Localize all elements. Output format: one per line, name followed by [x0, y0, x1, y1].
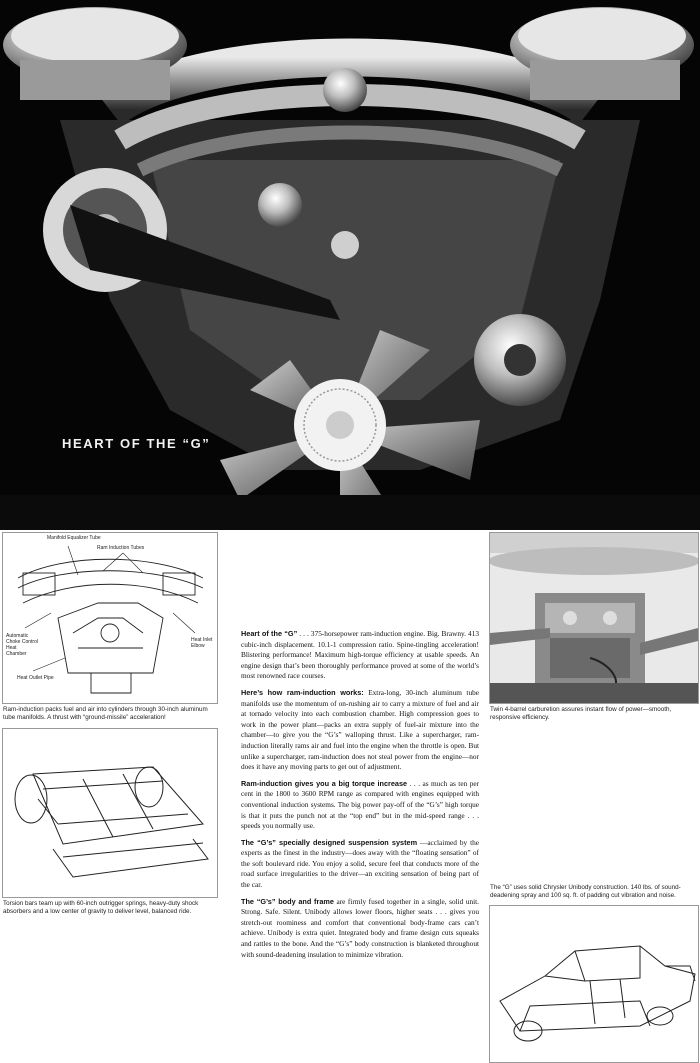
unibody-caption: The “G” uses solid Chrysler Unibody construction. 140 lbs. of sound-deadening spray and 100 sq. ft. of padding cut vibration and noise. [490, 884, 681, 899]
chassis-figure [2, 728, 218, 898]
article-text: Extra-long, 30-inch aluminum tube manifolds use the momentum of on-rushing air to carry a mixture of fuel and air at tornado velocity into each combustion chamber. High compression goes to work in the power plant—packs an extra supply of fuel-air mixture into the chamber—to give you the “G’s” walloping thrust. Like a supercharger, ram-induction literally rams air and fuel into the engine when the throttle is open. But unlike a supercharger, ram-induction does not steal power from the engine—nor does it have any moving parts to get out of adjustment. [241, 687, 479, 772]
article-heading: Ram-induction gives you a big torque increase [241, 778, 408, 788]
engine-cutaway-figure [2, 532, 218, 704]
label-manifold-equalizer: Manifold Equalizer Tube [47, 535, 101, 541]
label-ram-induction-tubes: Ram Induction Tubes [97, 545, 145, 551]
lower-content [0, 530, 700, 1063]
article-paragraph [241, 838, 479, 891]
article-paragraph [241, 779, 479, 832]
article-heading: The “G’s” body and frame [241, 896, 334, 906]
article-paragraph [241, 897, 479, 961]
article-text: . . . as much as ten per cent in the 1800 to 3600 RPM range as compared with engines equipped with conventional induction systems. The big power pay-off of the “G’s” high torque is that it puts the punch not at the “top end” but in the mid-speed range . . . speeds you normally use. [241, 778, 480, 831]
article-heading: Here’s how ram-induction works: [241, 687, 364, 697]
carburetor-drawing [490, 533, 698, 703]
carburetor-figure [489, 532, 699, 704]
article-text: . . . 375-horsepower ram-induction engine. Big. Brawny. 413 cubic-inch displacement. 10.1-1 compression ratio. Spine-tingling acceleration! Blistering performance! Maximum high-torque efficiency at usable speeds. An engine design that’s been thoroughly performance proved at some of the world’s most renowned race courses. [241, 629, 479, 681]
label-automatic-choke: Automatic Choke Control Heat Chamber [6, 633, 38, 657]
label-heat-outlet: Heat Outlet Pipe [17, 675, 54, 681]
unibody-figure [489, 905, 699, 1063]
carburetor-caption: Twin 4-barrel carburetion assures instant flow of power—smooth, responsive efficiency. [490, 706, 672, 721]
article-text: are firmly fused together in a single, solid unit. Strong. Safe. Silent. Unibody allows lower floors, higher seats . . . gives you stretch-out roominess and comfort that conventional body-frame cars can’t achieve. Unibody is extra quiet. Integrated body and frame design cuts squeaks and rattles to the bone. And the “G’s” body construction is blanketed throughout with sound-deadening insulation to minimize vibration. [241, 896, 479, 959]
article-paragraph [241, 688, 479, 773]
unibody-drawing [490, 906, 698, 1062]
chassis-caption: Torsion bars team up with 60-inch outrigger springs, heavy-duty shock absorbers and a low center of gravity to deliver level, balanced ride. [3, 900, 199, 915]
article-text: —acclaimed by the experts as the finest in the industry—does away with the “floating sensation” of the soft boulevard ride. You enjoy a solid, secure feel that conducts more of the road surface irregularities to the driver—an exciting sensation of being part of the car. [241, 837, 479, 890]
article-body [241, 629, 479, 966]
article-heading: Heart of the “G” [241, 629, 298, 638]
hero-title: HEART OF THE “G” [62, 436, 211, 451]
article-paragraph [241, 629, 479, 682]
engine-photo [0, 0, 700, 530]
label-heat-inlet: Heat Inlet Elbow [191, 637, 213, 649]
article-heading: The “G’s” specially designed suspension system [241, 837, 418, 847]
engine-cutaway-caption: Ram-induction packs fuel and air into cylinders through 30-inch aluminum tube manifolds. A thrust with “ground-missile” acceleration! [3, 706, 208, 721]
chassis-drawing [3, 729, 217, 897]
